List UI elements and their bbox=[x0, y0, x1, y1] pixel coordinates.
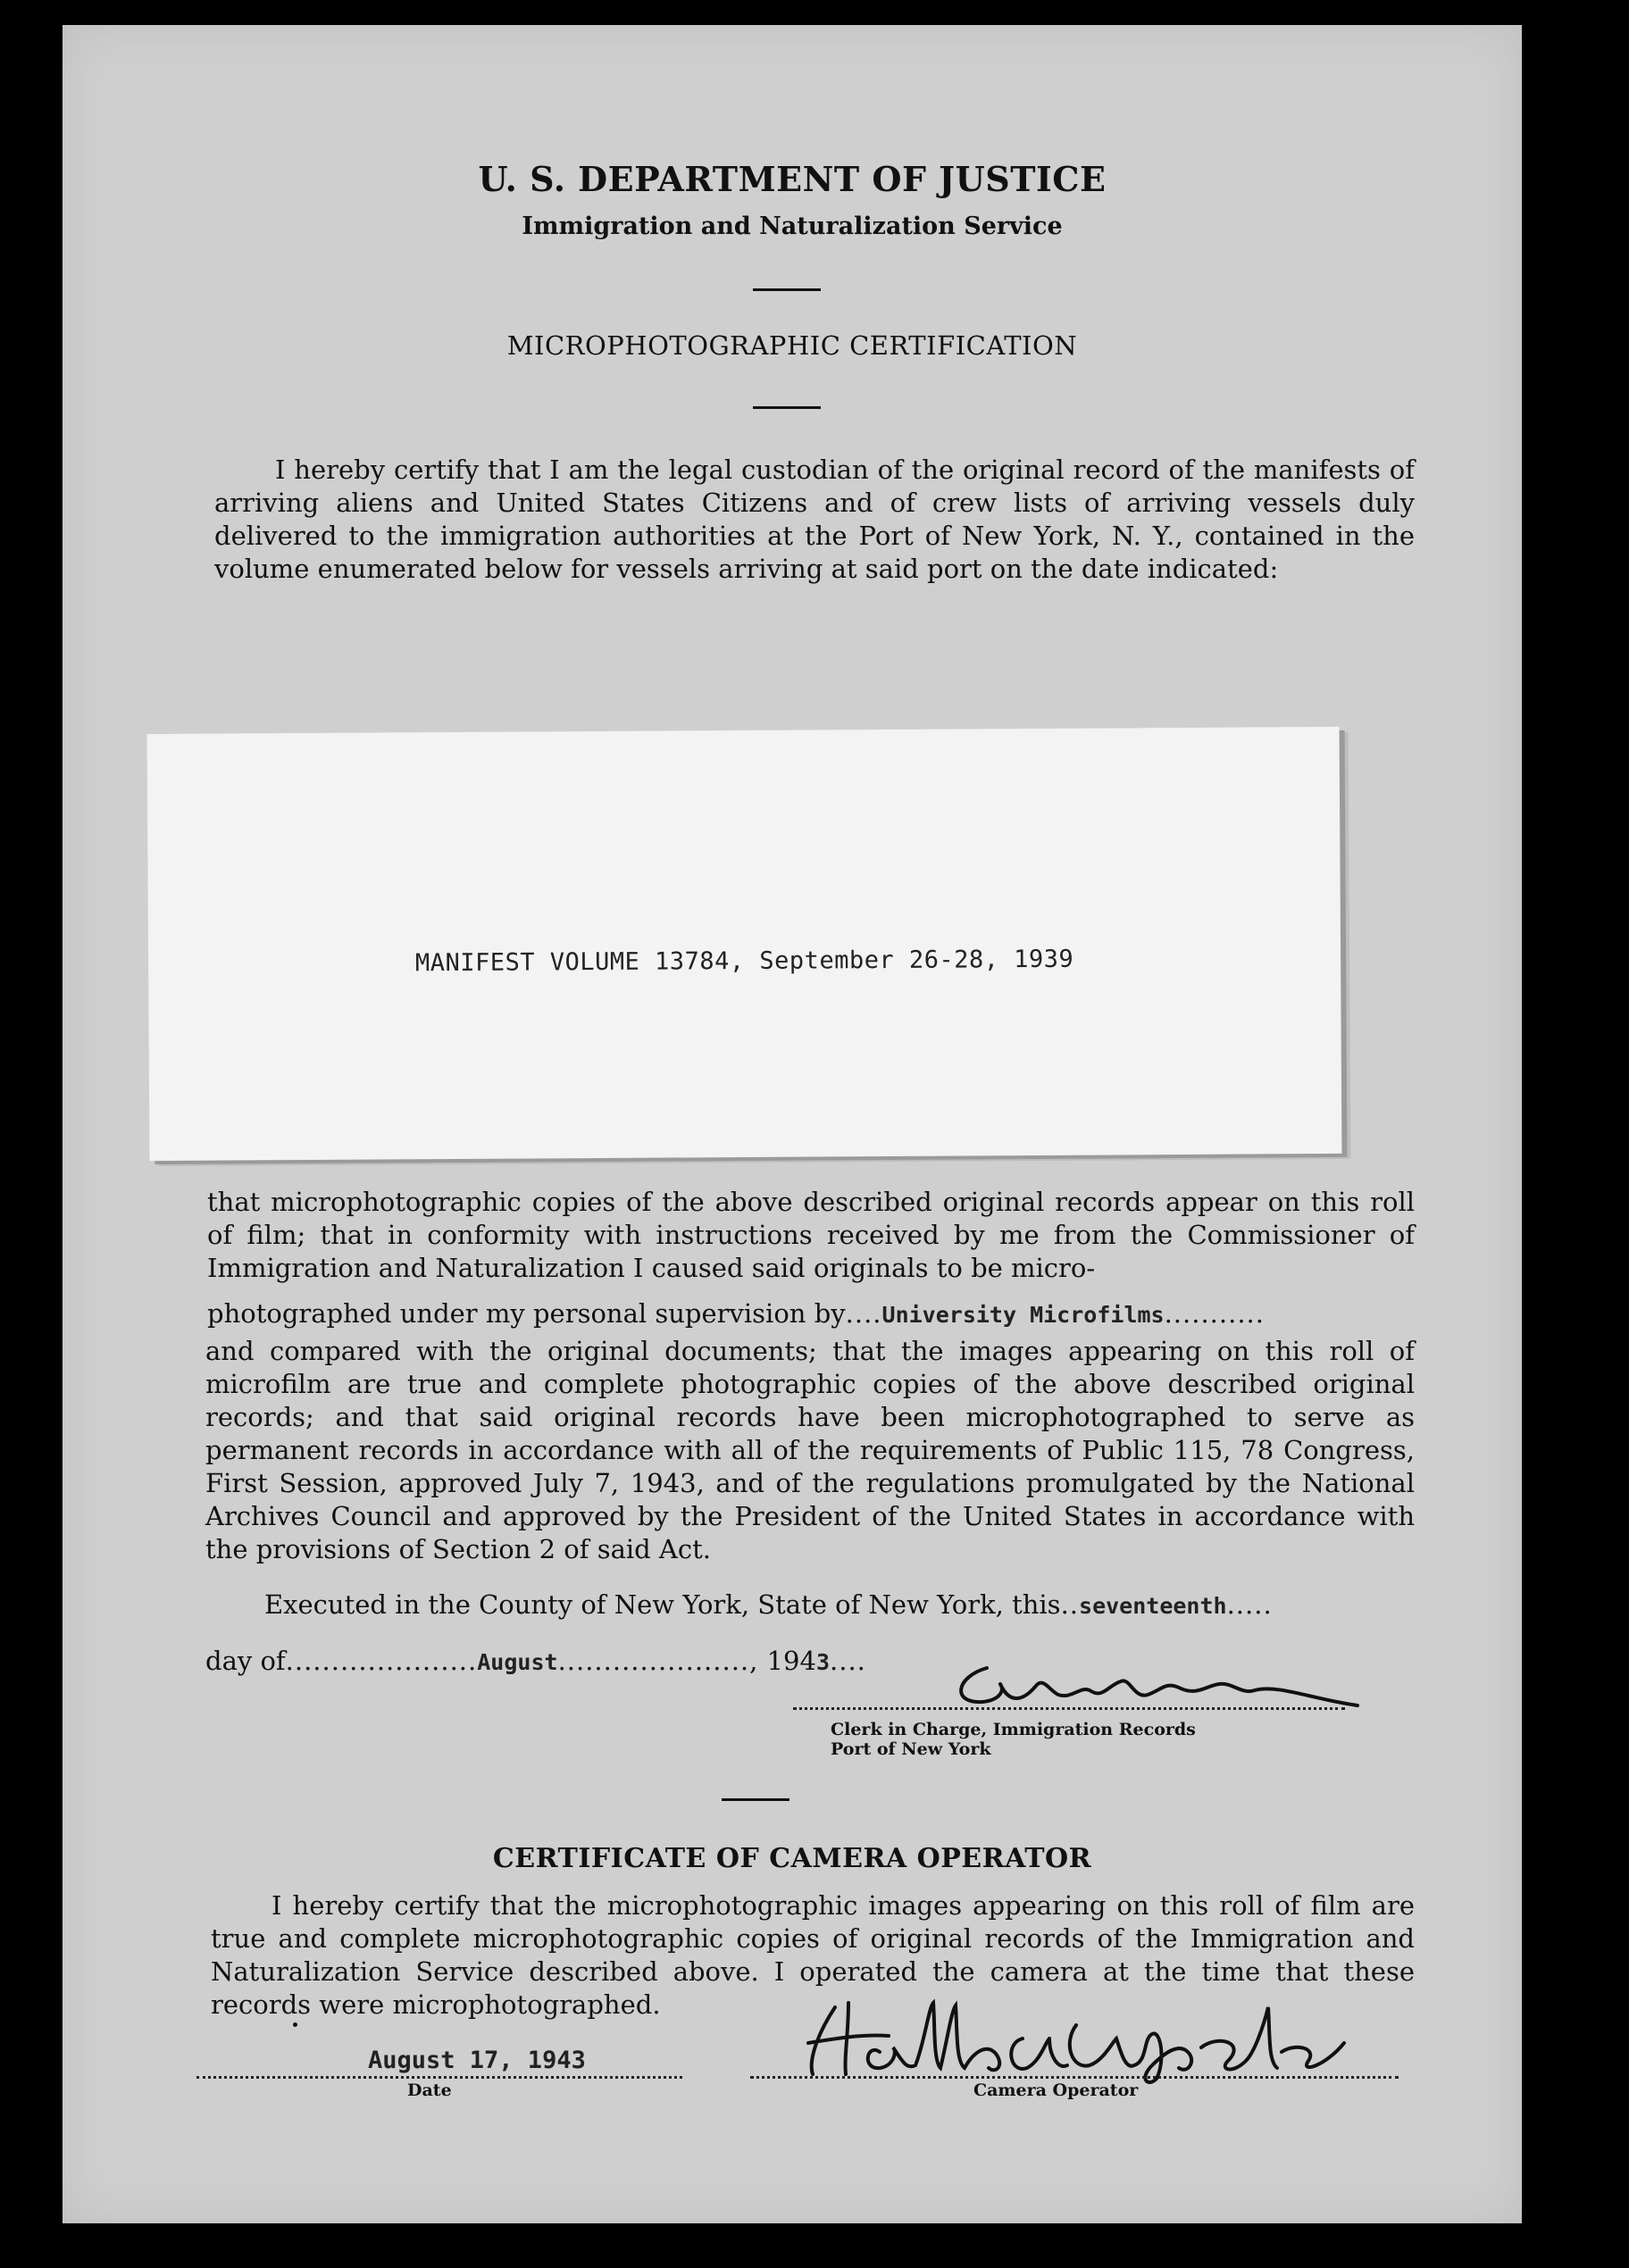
camera-operator-heading: CERTIFICATE OF CAMERA OPERATOR bbox=[492, 1843, 1092, 1874]
body-paragraph-part2 bbox=[205, 1335, 1415, 1566]
date-signature-line bbox=[196, 2076, 682, 2079]
operator-signature bbox=[781, 1989, 1389, 2088]
clerk-title-line2: Port of New York bbox=[831, 1739, 991, 1759]
department-title: U. S. DEPARTMENT OF JUSTICE bbox=[478, 159, 1107, 199]
body-part2-text: and compared with the original documents; that the images appearing on this roll of microfilm are true and complete photographic copies of the above described original records; and that said original records have been microphotographed to serve as permanent records in accordance with all of the requirements of Public 115, 78 Congress, First Session, approved July 7, 1943, and of the regulations promulgated by the National Archives Council and approved by the President of the United States in accordance with the provisions of Section 2 of said Act. bbox=[205, 1336, 1415, 1564]
executed-year-prefix: 194 bbox=[766, 1646, 816, 1676]
divider-second bbox=[753, 406, 821, 409]
body-part1-text: that microphotographic copies of the above described original records appear on this roll of film; that in conformity with instructions received by me from the Commissioner of Immigration and Naturalization I caused said originals to be micro- bbox=[207, 1187, 1415, 1283]
executed-line: Executed in the County of New York, State of New York, this..seventeenth..... bbox=[264, 1589, 1273, 1620]
pencil-mark bbox=[293, 2022, 297, 2027]
body-paragraph-part1 bbox=[207, 1186, 1415, 1285]
service-subtitle: Immigration and Naturalization Service bbox=[522, 213, 1063, 240]
clerk-title bbox=[831, 1720, 1196, 1759]
supervision-line: photographed under my personal supervision by....University Microfilms........... bbox=[207, 1298, 1265, 1329]
supervision-prefix: photographed under my personal supervision by bbox=[207, 1298, 846, 1329]
camera-operator-text: I hereby certify that the microphotographic images appearing on this roll of film are true and complete microphotographic copies of original records of the Immigration and Naturalization Service described above. I operated the camera at the time that these records were microphotographed. bbox=[211, 1890, 1415, 2020]
executed-day: seventeenth bbox=[1079, 1593, 1227, 1619]
certification-title: MICROPHOTOGRAPHIC CERTIFICATION bbox=[506, 330, 1078, 361]
clerk-signature bbox=[938, 1650, 1366, 1722]
day-of-label: day of bbox=[205, 1646, 286, 1676]
manifest-volume-text: MANIFEST VOLUME 13784, September 26-28, 1939 bbox=[414, 945, 1074, 978]
intro-paragraph bbox=[214, 454, 1415, 586]
operator-date: August 17, 1943 bbox=[368, 2047, 586, 2074]
date-label: Date bbox=[407, 2080, 452, 2100]
executed-year-digit: 3 bbox=[815, 1649, 831, 1675]
executed-prefix: Executed in the County of New York, State of New York, this bbox=[264, 1589, 1061, 1620]
supervisor-name: University Microfilms bbox=[881, 1302, 1165, 1328]
divider-bottom bbox=[722, 1798, 789, 1801]
camera-operator-label: Camera Operator bbox=[973, 2080, 1139, 2100]
operator-signature-line bbox=[750, 2076, 1399, 2079]
day-of-line: day of.....................August....................., 1943.... bbox=[205, 1646, 866, 1676]
clerk-title-line1: Clerk in Charge, Immigration Records bbox=[831, 1720, 1196, 1739]
certificate-page bbox=[63, 25, 1522, 2223]
executed-month: August bbox=[477, 1649, 558, 1675]
divider-top bbox=[753, 288, 821, 291]
manifest-card bbox=[147, 727, 1342, 1161]
intro-paragraph-text: I hereby certify that I am the legal custodian of the original record of the manifests of arriving aliens and United States Citizens and of crew lists of arriving vessels duly delivered to the immigration authorities at the Port of New York, N. Y., contained in the volume enumerated below for vessels arriving at said port on the date indicated: bbox=[214, 454, 1415, 584]
